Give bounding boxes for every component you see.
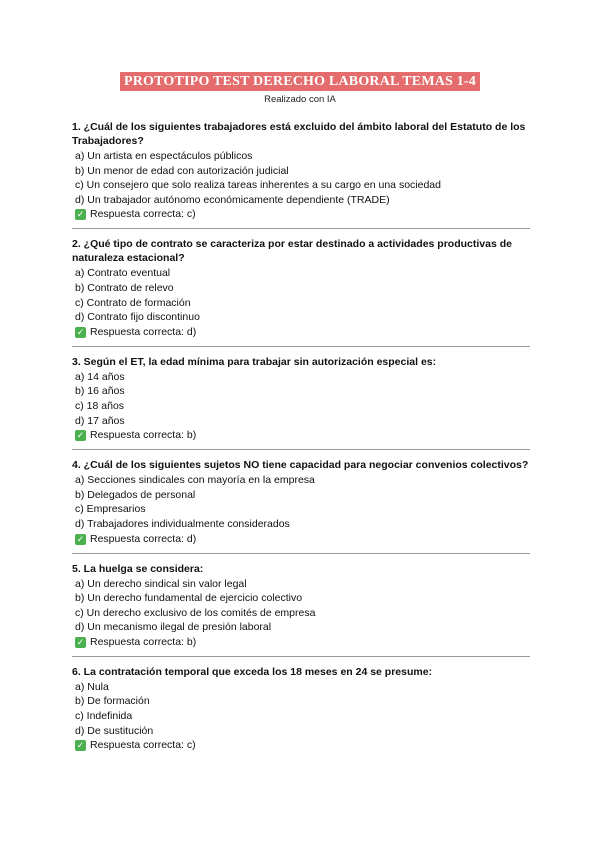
question-1 — [72, 120, 530, 222]
divider — [72, 656, 530, 657]
answer-text: Respuesta correcta: b) — [90, 635, 197, 648]
answer-text: Respuesta correcta: d) — [90, 325, 197, 338]
question-6 — [72, 665, 530, 753]
option-d: d) Un trabajador autónomo económicamente dependiente (TRADE) — [75, 193, 390, 206]
option-a: a) Contrato eventual — [75, 267, 171, 280]
answer-text: Respuesta correcta: b) — [90, 429, 197, 442]
question-text: 6. La contratación temporal que exceda los 18 meses en 24 se presume: — [72, 665, 433, 678]
check-mark-icon: ✓ — [76, 326, 85, 337]
answer-text: Respuesta correcta: c) — [90, 739, 196, 752]
check-mark-icon: ✓ — [76, 430, 85, 441]
check-mark-icon: ✓ — [76, 636, 85, 647]
correct-answer — [72, 325, 530, 340]
question-text: 4. ¿Cuál de los siguientes sujetos NO tiene capacidad para negociar convenios colectivos? — [72, 459, 529, 472]
question-list — [72, 120, 530, 753]
question-5 — [72, 562, 530, 650]
question-text: 3. Según el ET, la edad mínima para trabajar sin autorización especial es: — [72, 355, 437, 368]
option-d: d) De sustitución — [75, 724, 154, 737]
option-c: c) Empresarios — [75, 503, 146, 516]
title-container — [0, 72, 600, 91]
question-text: 5. La huelga se considera: — [72, 562, 204, 575]
option-d: d) Contrato fijo discontinuo — [75, 311, 200, 324]
question-4 — [72, 458, 530, 546]
option-b: b) Contrato de relevo — [75, 281, 174, 294]
option-a: a) 14 años — [75, 370, 125, 383]
question-text: 2. ¿Qué tipo de contrato se caracteriza por estar destinado a actividades productivas de naturaleza estacional? — [72, 238, 512, 265]
divider — [72, 449, 530, 450]
page-title: PROTOTIPO TEST DERECHO LABORAL TEMAS 1-4 — [120, 72, 480, 91]
option-a: a) Secciones sindicales con mayoría en la empresa — [75, 474, 315, 487]
option-b: b) Delegados de personal — [75, 488, 196, 501]
option-c: c) Contrato de formación — [75, 296, 191, 309]
option-d: d) Un mecanismo ilegal de presión laboral — [75, 621, 272, 634]
option-c: c) Un derecho exclusivo de los comités de empresa — [75, 606, 316, 619]
correct-answer — [72, 738, 530, 753]
option-b: b) De formación — [75, 695, 150, 708]
question-3 — [72, 355, 530, 443]
correct-answer — [72, 635, 530, 650]
divider — [72, 553, 530, 554]
question-2 — [72, 237, 530, 339]
option-b: b) Un menor de edad con autorización judicial — [75, 164, 289, 177]
correct-answer — [72, 428, 530, 443]
option-d: d) 17 años — [75, 414, 125, 427]
divider — [72, 228, 530, 229]
question-text: 1. ¿Cuál de los siguientes trabajadores está excluido del ámbito laboral del Estatuto de los Trabajadores? — [72, 121, 526, 147]
check-mark-icon: ✓ — [76, 740, 85, 751]
option-c: c) Un consejero que solo realiza tareas inherentes a su cargo en una sociedad — [75, 179, 441, 192]
option-a: a) Nula — [75, 680, 109, 693]
option-c: c) Indefinida — [75, 710, 133, 723]
option-a: a) Un derecho sindical sin valor legal — [75, 577, 247, 590]
option-c: c) 18 años — [75, 399, 125, 412]
divider — [72, 346, 530, 347]
option-d: d) Trabajadores individualmente considerados — [75, 517, 290, 530]
correct-answer — [72, 207, 530, 222]
check-mark-icon: ✓ — [76, 209, 85, 220]
answer-text: Respuesta correcta: d) — [90, 532, 197, 545]
correct-answer — [72, 532, 530, 547]
option-a: a) Un artista en espectáculos públicos — [75, 150, 253, 162]
check-mark-icon: ✓ — [76, 533, 85, 544]
option-b: b) Un derecho fundamental de ejercicio colectivo — [75, 592, 303, 605]
answer-text: Respuesta correcta: c) — [90, 208, 196, 221]
option-b: b) 16 años — [75, 385, 125, 398]
page-subtitle: Realizado con IA — [264, 94, 336, 105]
